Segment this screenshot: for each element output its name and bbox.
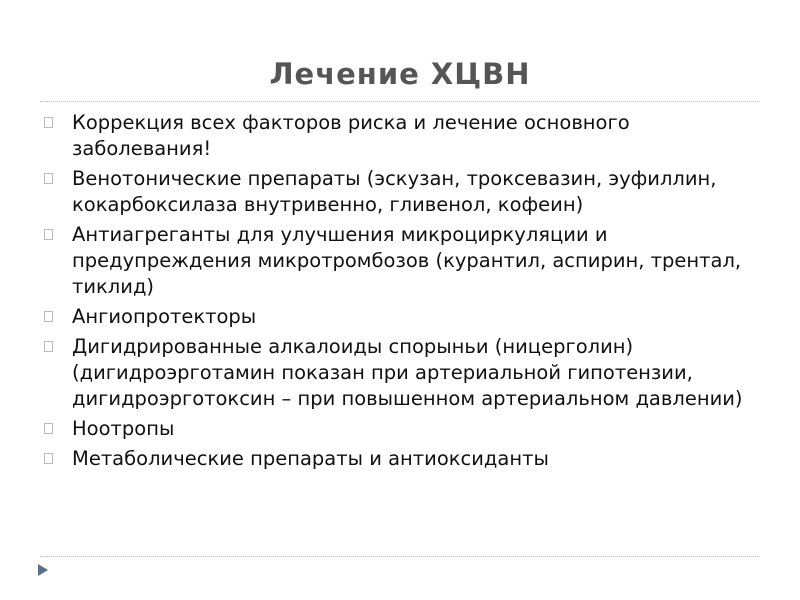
list-item-text: Антиагреганты для улучшения микроциркуляции и предупреждения микротромбозов (курантил, аспирин, трентал, тиклид) <box>72 223 742 298</box>
list-item <box>40 446 760 472</box>
footer-divider <box>40 556 760 557</box>
square-bullet-icon <box>44 173 53 184</box>
list-item-text: Коррекция всех факторов риска и лечение основного заболевания! <box>72 111 630 160</box>
list-item <box>40 304 760 330</box>
bullet-list <box>40 110 760 476</box>
list-item-text: Дигидрированные алкалоиды спорыньи (ницерголин)(дигидроэрготамин показан при артериальной гипотензии, дигидроэрготоксин – при повышенном артериальном давлении) <box>72 335 743 410</box>
title-divider <box>40 101 760 102</box>
play-arrow-icon[interactable] <box>38 564 48 576</box>
list-item <box>40 416 760 442</box>
list-item <box>40 222 760 300</box>
list-item-text: Ангиопротекторы <box>72 305 257 328</box>
list-item-text: Метаболические препараты и антиоксиданты <box>72 447 549 470</box>
square-bullet-icon <box>44 453 53 464</box>
slide-title: Лечение ХЦВН <box>269 57 531 91</box>
list-item <box>40 110 760 162</box>
list-item-text: Ноотропы <box>72 417 175 440</box>
square-bullet-icon <box>44 423 53 434</box>
list-item <box>40 334 760 412</box>
square-bullet-icon <box>44 117 53 128</box>
list-item-text: Венотонические препараты (эскузан, троксевазин, эуфиллин, кокарбоксилаза внутривенно, гливенол, кофеин) <box>72 167 717 216</box>
square-bullet-icon <box>44 311 53 322</box>
square-bullet-icon <box>44 229 53 240</box>
square-bullet-icon <box>44 341 53 352</box>
list-item <box>40 166 760 218</box>
